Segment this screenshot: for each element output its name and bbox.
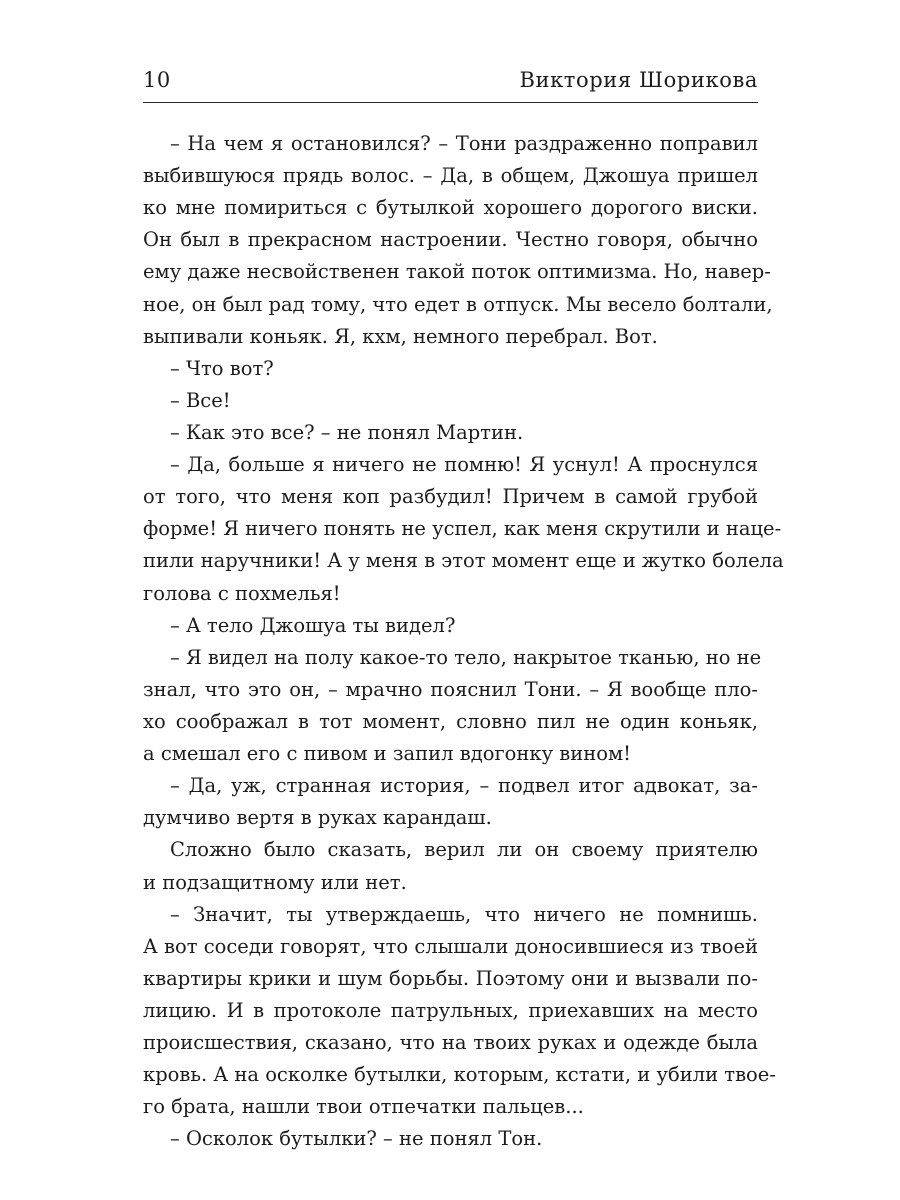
text-line: пили наручники! А у меня в этот момент еще и жутко болела <box>143 549 784 573</box>
text-line: – На чем я остановился? – Тони раздраженно поправил <box>170 132 758 155</box>
text-line: квартиры крики и шум борьбы. Поэтому они и вызвали по- <box>143 966 758 990</box>
text-line: ему даже несвойственен такой поток оптимизма. Но, навер- <box>143 260 771 284</box>
text-line: от того, что меня коп разбудил! Причем в самой грубой <box>143 485 758 509</box>
text-line: выбившуюся прядь волос. – Да, в общем, Джошуа пришел <box>143 164 758 188</box>
text-line: знал, что это он, – мрачно пояснил Тони. – Я вообще пло- <box>143 677 758 701</box>
text-line: А вот соседи говорят, что слышали доносившиеся из твоей <box>143 934 758 958</box>
text-line: – Значит, ты утверждаешь, что ничего не помнишь. <box>170 902 758 926</box>
text-line: – Все! <box>170 388 231 412</box>
text-line: форме! Я ничего понять не успел, как меня скрутили и наце- <box>143 517 782 541</box>
text-line: ное, он был рад тому, что едет в отпуск. Мы весело болтали, <box>143 292 773 316</box>
text-line: голова с похмелья! <box>143 581 341 605</box>
text-line: и подзащитному или нет. <box>143 870 407 894</box>
text-line: Он был в прекрасном настроении. Честно говоря, обычно <box>143 228 758 252</box>
text-line: Сложно было сказать, верил ли он своему приятелю <box>170 838 758 862</box>
text-line: происшествия, сказано, что на твоих руках и одежде была <box>143 1031 758 1055</box>
page-header <box>143 62 758 103</box>
text-line: кровь. А на осколке бутылки, которым, кстати, и убили твое- <box>143 1063 776 1087</box>
page-number: 10 <box>143 68 171 92</box>
text-line: – Что вот? <box>170 356 274 380</box>
text-line: выпивали коньяк. Я, кхм, немного перебрал. Вот. <box>143 324 658 348</box>
text-line: – А тело Джошуа ты видел? <box>170 613 456 637</box>
text-line: – Как это все? – не понял Мартин. <box>170 420 524 444</box>
text-line: – Да, больше я ничего не помню! Я уснул! А проснулся <box>170 453 758 477</box>
text-line: думчиво вертя в руках карандаш. <box>143 806 492 830</box>
text-line: – Да, уж, странная история, – подвел итог адвокат, за- <box>170 774 758 798</box>
text-line: ко мне помириться с бутылкой хорошего дорогого виски. <box>143 196 758 220</box>
text-line: – Осколок бутылки? – не понял Тон. <box>170 1127 543 1151</box>
text-line: а смешал его с пивом и запил вдогонку вином! <box>143 742 631 766</box>
running-head-author: Виктория Шорикова <box>519 68 758 92</box>
text-line: го брата, нашли твои отпечатки пальцев... <box>143 1095 584 1119</box>
body-text <box>143 128 784 1156</box>
text-line: хо соображал в тот момент, словно пил не один коньяк, <box>143 709 758 733</box>
text-line: лицию. И в протоколе патрульных, приехавших на место <box>143 998 758 1022</box>
text-line: – Я видел на полу какое-то тело, накрытое тканью, но не <box>170 645 762 669</box>
